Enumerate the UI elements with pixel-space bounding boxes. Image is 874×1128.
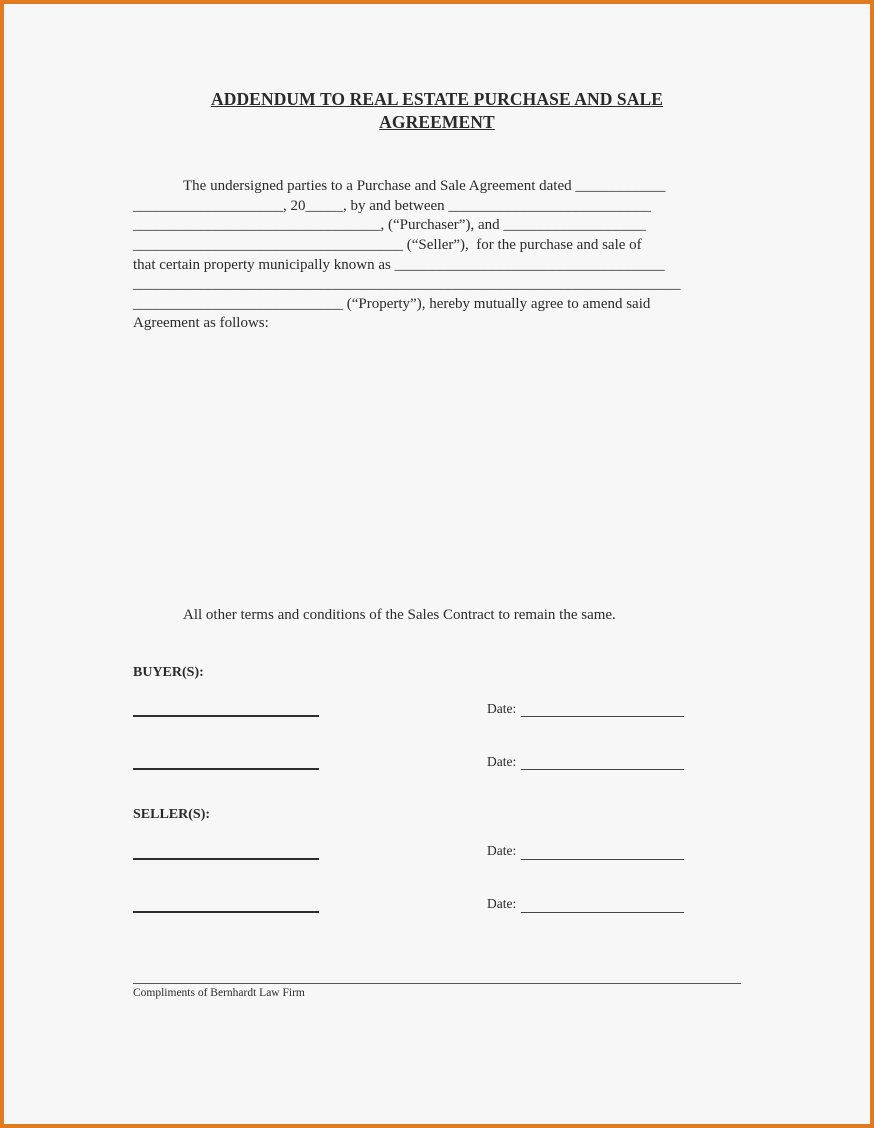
seller-date-line-2: [521, 912, 684, 913]
buyer-date-label-1: Date:: [487, 701, 517, 716]
footer-credit: Compliments of Bernhardt Law Firm: [133, 987, 305, 999]
paragraph-line-1: The undersigned parties to a Purchase and Sale Agreement dated ____________: [183, 178, 666, 194]
document-title-line-1: ADDENDUM TO REAL ESTATE PURCHASE AND SALE: [210, 89, 664, 109]
paragraph-line-2: ____________________, 20_____, by and between ___________________________: [133, 198, 651, 214]
buyer-date-line-1: [521, 716, 684, 717]
document-title-line-2: AGREEMENT: [379, 112, 495, 132]
buyer-date-label-2: Date:: [487, 754, 517, 769]
seller-date-line-1: [521, 859, 684, 860]
buyers-label: BUYER(S):: [133, 665, 204, 680]
seller-signature-line-2: [133, 911, 319, 913]
buyer-signature-line-1: [133, 715, 319, 717]
paragraph-line-8: Agreement as follows:: [133, 315, 269, 331]
closing-statement: All other terms and conditions of the Sales Contract to remain the same.: [183, 607, 616, 623]
seller-signature-line-1: [133, 858, 319, 860]
paragraph-line-6: _________________________________________________________________________: [133, 276, 681, 292]
seller-date-label-1: Date:: [487, 843, 517, 858]
paragraph-line-7: ____________________________ (“Property”), hereby mutually agree to amend said: [133, 296, 651, 312]
footer-rule: [133, 983, 741, 984]
seller-date-label-2: Date:: [487, 896, 517, 911]
sellers-label: SELLER(S):: [133, 807, 211, 822]
buyer-date-line-2: [521, 769, 684, 770]
paragraph-line-4: ____________________________________ (“Seller”), for the purchase and sale of: [133, 237, 642, 253]
paragraph-line-3: _________________________________, (“Purchaser”), and ___________________: [133, 217, 646, 233]
buyer-signature-line-2: [133, 768, 319, 770]
paragraph-line-5: that certain property municipally known as ____________________________________: [133, 257, 665, 273]
